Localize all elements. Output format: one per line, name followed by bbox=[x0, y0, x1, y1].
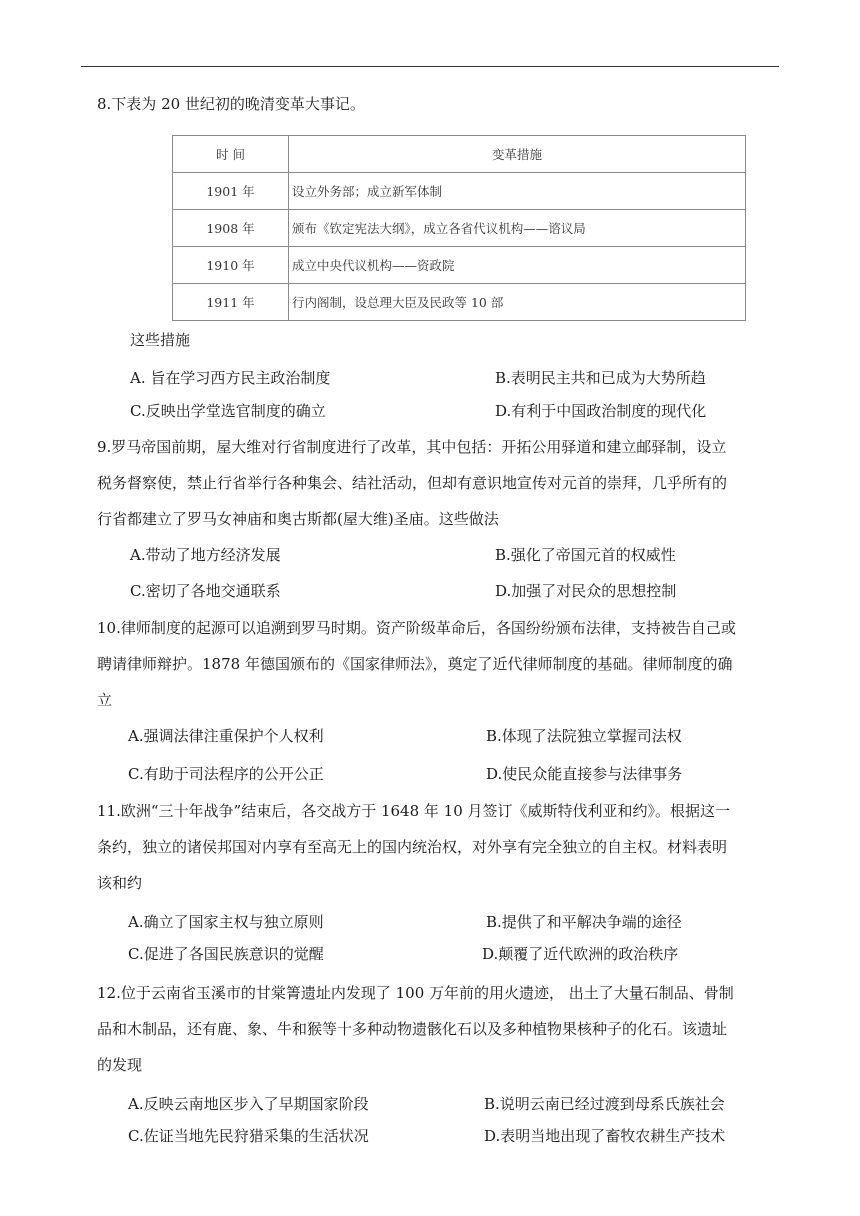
q10-option-c[interactable]: C.有助于司法程序的公开公正 bbox=[128, 765, 324, 783]
table-row bbox=[173, 284, 746, 321]
q8-option-d[interactable]: D.有利于中国政治制度的现代化 bbox=[495, 402, 707, 420]
q11-stem-line-2: 条约，独立的诸侯邦国对内享有至高无上的国内统治权，对外享有完全独立的自主权。材料表明 bbox=[97, 838, 728, 856]
q11-stem-line-1: 11.欧洲“三十年战争”结束后，各交战方于 1648 年 10 月签订《威斯特伐利亚和约》。根据这一 bbox=[97, 802, 731, 820]
table-cell-year: 1911 年 bbox=[173, 284, 289, 321]
q8-option-c[interactable]: C.反映出学堂选官制度的确立 bbox=[130, 402, 326, 420]
q12-stem-line-3: 的发现 bbox=[97, 1056, 143, 1074]
q10-option-b[interactable]: B.体现了法院独立掌握司法权 bbox=[486, 727, 682, 745]
q10-stem-line-3: 立 bbox=[97, 691, 113, 709]
table-cell-measure: 设立外务部；成立新军体制 bbox=[289, 173, 746, 210]
q9-option-a[interactable]: A.带动了地方经济发展 bbox=[130, 546, 281, 564]
q9-option-b[interactable]: B.强化了帝国元首的权威性 bbox=[495, 546, 676, 564]
table-header-row bbox=[173, 136, 746, 173]
table-cell-measure: 颁布《钦定宪法大纲》，成立各省代议机构——谘议局 bbox=[289, 210, 746, 247]
q11-option-b[interactable]: B.提供了和平解决争端的途径 bbox=[486, 913, 682, 931]
table-row bbox=[173, 247, 746, 284]
q8-stem: 8.下表为 20 世纪初的晚清变革大事记。 bbox=[97, 95, 365, 113]
q8-prompt: 这些措施 bbox=[130, 331, 191, 349]
q12-option-c[interactable]: C.佐证当地先民狩猎采集的生活状况 bbox=[128, 1127, 369, 1145]
q12-stem-line-1: 12.位于云南省玉溪市的甘棠箐遗址内发现了 100 万年前的用火遗迹， 出土了大量石制品、骨制 bbox=[97, 984, 734, 1002]
table-row bbox=[173, 210, 746, 247]
q11-option-a[interactable]: A.确立了国家主权与独立原则 bbox=[128, 913, 324, 931]
q11-option-c[interactable]: C.促进了各国民族意识的觉醒 bbox=[128, 945, 324, 963]
table-cell-measure: 行内阁制，设总理大臣及民政等 10 部 bbox=[289, 284, 746, 321]
q9-option-d[interactable]: D.加强了对民众的思想控制 bbox=[495, 582, 677, 600]
q9-stem-line-1: 9.罗马帝国前期，屋大维对行省制度进行了改革，其中包括：开拓公用驿道和建立邮驿制，设立 bbox=[97, 438, 727, 456]
table-row bbox=[173, 173, 746, 210]
q11-option-d[interactable]: D.颠覆了近代欧洲的政治秩序 bbox=[482, 945, 679, 963]
q12-option-b[interactable]: B.说明云南已经过渡到母系氏族社会 bbox=[484, 1095, 725, 1113]
q10-stem-line-2: 聘请律师辩护。1878 年德国颁布的《国家律师法》，奠定了近代律师制度的基础。律师制度的确 bbox=[97, 655, 733, 673]
table-cell-year: 1901 年 bbox=[173, 173, 289, 210]
q8-option-a[interactable]: A. 旨在学习西方民主政治制度 bbox=[130, 369, 331, 387]
table-header-measures: 变革措施 bbox=[289, 136, 746, 173]
table-cell-year: 1908 年 bbox=[173, 210, 289, 247]
q11-stem-line-3: 该和约 bbox=[97, 874, 143, 892]
table-cell-year: 1910 年 bbox=[173, 247, 289, 284]
q12-option-a[interactable]: A.反映云南地区步入了早期国家阶段 bbox=[128, 1095, 369, 1113]
reform-table bbox=[172, 135, 746, 321]
q9-stem-line-3: 行省都建立了罗马女神庙和奥古斯都(屋大维)圣庙。这些做法 bbox=[97, 510, 499, 528]
q9-option-c[interactable]: C.密切了各地交通联系 bbox=[130, 582, 281, 600]
table-header-time: 时 间 bbox=[173, 136, 289, 173]
header-rule bbox=[81, 66, 779, 67]
q10-option-d[interactable]: D.使民众能直接参与法律事务 bbox=[486, 765, 683, 783]
q12-option-d[interactable]: D.表明当地出现了畜牧农耕生产技术 bbox=[484, 1127, 726, 1145]
q10-stem-line-1: 10.律师制度的起源可以追溯到罗马时期。资产阶级革命后，各国纷纷颁布法律，支持被告自己或 bbox=[97, 619, 736, 637]
table-cell-measure: 成立中央代议机构——资政院 bbox=[289, 247, 746, 284]
q10-option-a[interactable]: A.强调法律注重保护个人权利 bbox=[128, 727, 324, 745]
q9-stem-line-2: 税务督察使，禁止行省举行各种集会、结社活动，但却有意识地宣传对元首的崇拜，几乎所有的 bbox=[97, 474, 728, 492]
q8-option-b[interactable]: B.表明民主共和已成为大势所趋 bbox=[495, 369, 706, 387]
q12-stem-line-2: 品和木制品，还有鹿、象、牛和猴等十多种动物遗骸化石以及多种植物果核种子的化石。该遗址 bbox=[97, 1020, 728, 1038]
